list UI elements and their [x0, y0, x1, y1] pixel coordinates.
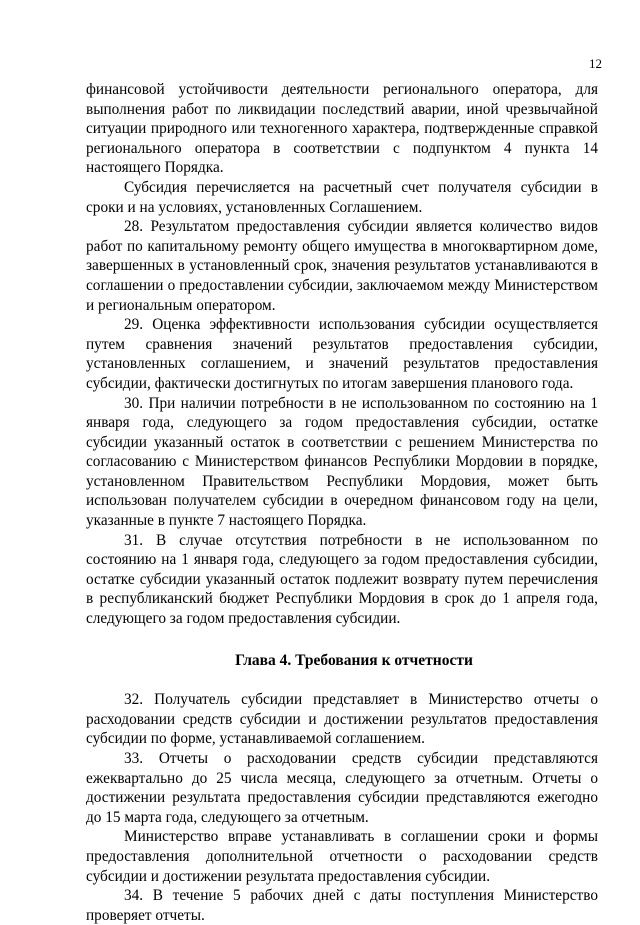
paragraph-subsidy-transfer: Субсидия перечисляется на расчетный счет получателя субсидии в сроки и на условиях, установленных Соглашением.: [86, 178, 598, 216]
paragraph-34: 34. В течение 5 рабочих дней с даты поступления Министерство проверяет отчеты.: [86, 887, 598, 924]
paragraph-32: 32. Получатель субсидии представляет в Министерство отчеты о расходовании средств субсидии и достижении результатов предоставления субсидии по форме, устанавливаемой соглашением.: [86, 691, 598, 748]
page-number: 12: [589, 56, 602, 71]
chapter-heading: Глава 4. Требования к отчетности: [235, 651, 473, 669]
paragraph-31: 31. В случае отсутствия потребности в не использованном по состоянию на 1 января года, следующего за годом предоставления субсидии, остатке субсидии указанный остаток подлежит возврату путем перечисления в республиканский бюджет Республики Мордовия в срок до 1 апреля года, следующего за годом предоставления субсидии.: [86, 531, 598, 628]
paragraph-29: 29. Оценка эффективности использования субсидии осуществляется путем сравнения значений результатов предоставления субсидии, установленных соглашением, и значений результатов предоставления субсидии, фактически достигнутых по итогам завершения планового года.: [86, 316, 598, 392]
paragraph-ministry-rights: Министерство вправе устанавливать в соглашении сроки и формы предоставления дополнительной отчетности о расходовании средств субсидии и достижении результата предоставления субсидии.: [86, 828, 598, 885]
paragraph-33: 33. Отчеты о расходовании средств субсидии представляются ежеквартально до 25 числа месяца, следующего за отчетным. Отчеты о достижении результата предоставления субсидии представляются ежегодно до 15 марта года, следующего за отчетным.: [86, 750, 598, 826]
paragraph-30: 30. При наличии потребности в не использованном по состоянию на 1 января года, следующего за годом предоставления субсидии, остатке субсидии указанный остаток в соответствии с решением Министерства по согласованию с Министерством финансов Республики Мордовии в порядке, установленном Правительством Республики Мордовия, может быть использован получателем субсидии в очередном финансовом году на цели, указанные в пункте 7 настоящего Порядка.: [86, 394, 598, 530]
document-body: [86, 80, 598, 925]
paragraph-28: 28. Результатом предоставления субсидии является количество видов работ по капитальному ремонту общего имущества в многоквартирном доме, завершенных в установленный срок, значения результатов устанавливаются в соглашении о предоставлении субсидии, заключаемом между Министерством и региональным оператором.: [86, 218, 598, 314]
paragraph-continuation: финансовой устойчивости деятельности регионального оператора, для выполнения работ по ликвидации последствий аварии, иной чрезвычайной ситуации природного или техногенного характера, подтвержденные справкой регионального оператора в соответствии с подпунктом 4 пункта 14 настоящего Порядка.: [86, 81, 598, 177]
